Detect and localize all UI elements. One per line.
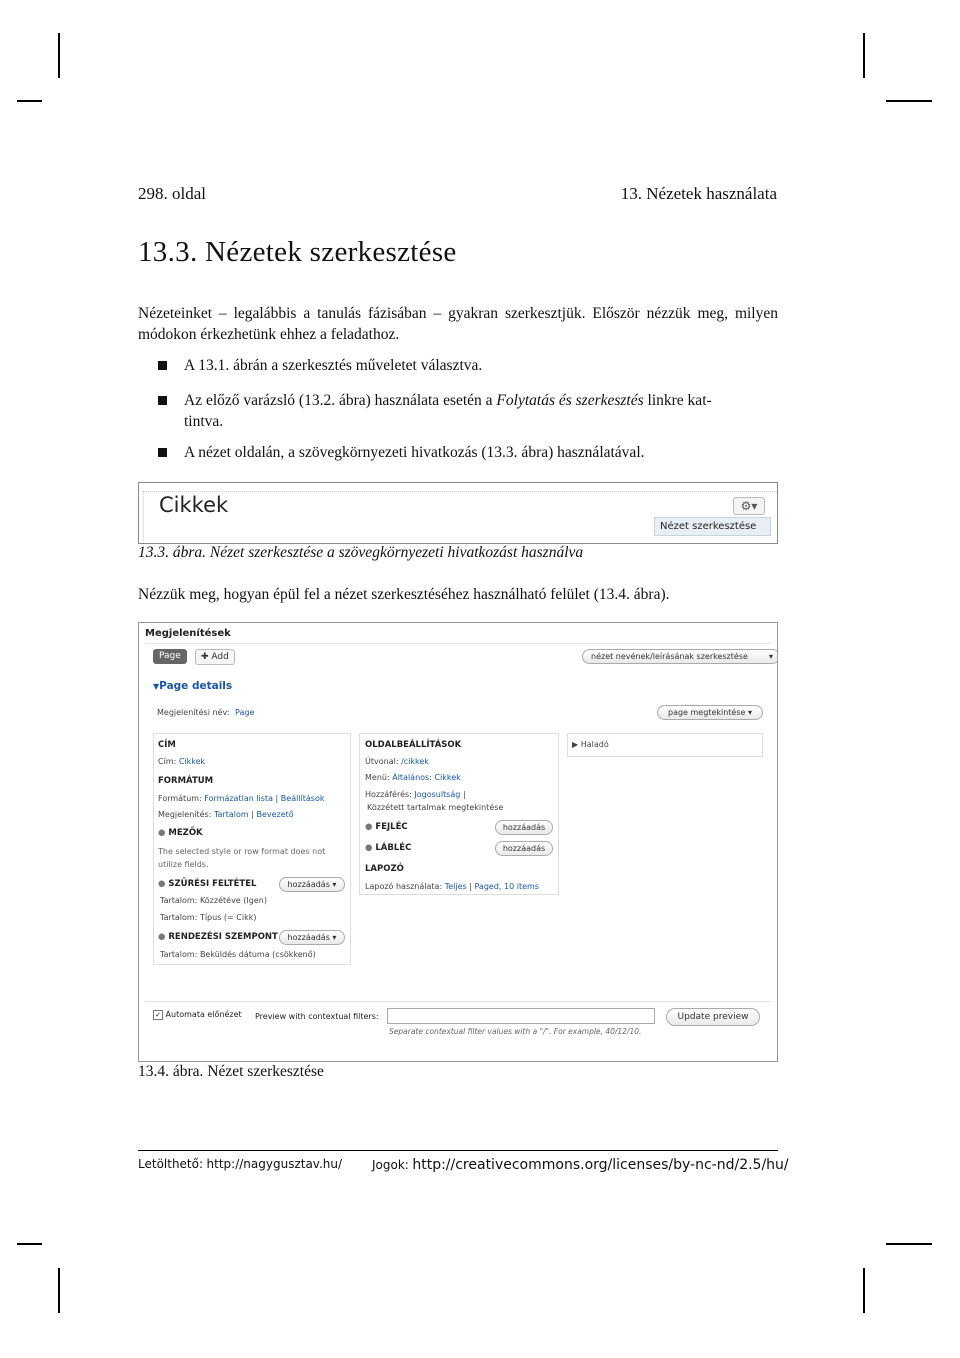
- figure-context-link: [138, 482, 778, 544]
- help-icon: ●: [365, 822, 373, 832]
- section-title-filter: [158, 879, 256, 889]
- help-icon: ●: [158, 879, 166, 889]
- download-link[interactable]: http://nagygusztav.hu/: [206, 1157, 343, 1171]
- show-link[interactable]: Tartalom: [213, 810, 249, 819]
- row-label: Menü:: [365, 773, 390, 782]
- section-title-header: [365, 822, 408, 832]
- bullet-marker: [158, 448, 167, 457]
- preview-label: Preview with contextual filters:: [255, 1012, 379, 1021]
- bullet-marker: [158, 361, 167, 370]
- rights-info: [372, 1157, 789, 1174]
- rights-link[interactable]: http://creativecommons.org/licenses/by-nc-nd/2.5/hu/: [412, 1157, 789, 1173]
- add-label: hozzáadás: [502, 844, 546, 853]
- divider: [145, 643, 771, 644]
- row-separator: |: [275, 794, 279, 803]
- row-label: Cím:: [158, 757, 177, 766]
- download-info: [138, 1157, 342, 1173]
- show-settings-link[interactable]: Bevezető: [256, 810, 294, 819]
- row-separator: |: [251, 810, 254, 819]
- intro-paragraph: Nézeteinket – legalábbis a tanulás fázisában – gyakran szerkesztjük. Először nézzük meg, milyen módokon érkezhetünk ehhez a feladathoz.: [138, 305, 778, 343]
- gear-button[interactable]: [733, 497, 765, 515]
- tab-page[interactable]: Page: [153, 649, 187, 664]
- row-separator: |: [462, 790, 466, 799]
- auto-preview-row: [153, 1010, 242, 1020]
- page-details-toggle[interactable]: [153, 680, 232, 692]
- display-name-row: [157, 708, 254, 717]
- chevron-down-icon: ▾: [747, 708, 752, 717]
- chapter-title: 13. Nézetek használata: [620, 184, 777, 203]
- menu-link[interactable]: Általános: Cikkek: [392, 773, 461, 782]
- rights-label: Jogok:: [372, 1158, 409, 1172]
- help-icon: ●: [365, 843, 373, 853]
- section-title-footer: [365, 843, 411, 853]
- edit-name-button[interactable]: [582, 649, 778, 664]
- add-sort-button[interactable]: [279, 930, 345, 945]
- bullet-marker: [158, 396, 167, 405]
- menu-row: [365, 773, 461, 782]
- chevron-down-icon: ▾: [332, 933, 337, 942]
- triangle-right-icon: ▶: [572, 740, 579, 749]
- pager-row: [365, 882, 539, 891]
- display-name-link[interactable]: Page: [235, 708, 255, 717]
- row-label: Formátum:: [158, 794, 202, 803]
- context-menu-item[interactable]: Nézet szerkesztése: [654, 517, 771, 536]
- chevron-down-icon: ▾: [332, 880, 337, 889]
- filter-item[interactable]: Tartalom: Típus (= Cikk): [160, 913, 257, 922]
- path-link[interactable]: /cikkek: [401, 757, 429, 766]
- row-separator: |: [469, 882, 472, 891]
- section-label: FEJLÉC: [375, 822, 408, 832]
- footer-rule: [138, 1150, 778, 1151]
- update-preview-button[interactable]: Update preview: [666, 1008, 760, 1026]
- figure-view-editor: [138, 622, 778, 1062]
- add-display-button[interactable]: [195, 649, 235, 665]
- displays-title: Megjelenítések: [145, 628, 231, 639]
- section-title-cim: CÍM: [158, 740, 176, 750]
- show-row: [158, 810, 294, 819]
- crop-mark: [17, 100, 42, 102]
- crop-mark: [863, 1268, 865, 1313]
- title-link[interactable]: Cikkek: [178, 757, 206, 766]
- display-name-label: Megjelenítési név:: [157, 708, 230, 717]
- section-title-page-settings: OLDALBEÁLLÍTÁSOK: [365, 740, 462, 750]
- sort-item[interactable]: Tartalom: Beküldés dátuma (csökkenő): [160, 950, 316, 959]
- section-title-fields: [158, 828, 203, 838]
- crop-mark: [17, 1243, 42, 1245]
- access-settings-link[interactable]: Közzétett tartalmak megtekintése: [367, 803, 504, 812]
- row-label: Megjelenítés:: [158, 810, 212, 819]
- section-title-format: FORMÁTUM: [158, 776, 214, 786]
- divider: [145, 1001, 771, 1002]
- crop-mark: [58, 33, 60, 78]
- auto-preview-label: Automata előnézet: [165, 1010, 242, 1019]
- crop-mark: [863, 33, 865, 78]
- section-label: RENDEZÉSI SZEMPONT: [168, 932, 278, 942]
- row-label: Útvonal:: [365, 757, 399, 766]
- pager-settings-link[interactable]: Paged, 10 items: [474, 882, 539, 891]
- add-footer-button[interactable]: [495, 841, 553, 856]
- bullet-text: Az előző varázsló (13.2. ábra) használata esetén a: [184, 392, 497, 409]
- crop-mark: [58, 1268, 60, 1313]
- section-title-sort: [158, 932, 278, 942]
- filter-item[interactable]: Tartalom: Közzétéve (Igen): [160, 896, 267, 905]
- view-page-label: page megtekintése: [667, 708, 746, 717]
- chevron-down-icon: ▾: [768, 652, 773, 661]
- add-filter-button[interactable]: [279, 877, 345, 892]
- advanced-label: Haladó: [580, 740, 609, 749]
- fields-note: The selected style or row format does not: [158, 847, 326, 856]
- preview-help: Separate contextual filter values with a "/". For example, 40/12/10.: [389, 1027, 642, 1036]
- add-label: Add: [211, 652, 229, 662]
- pager-link[interactable]: Teljes: [444, 882, 467, 891]
- add-label: hozzáadás: [502, 823, 546, 832]
- section-label: LÁBLÉC: [375, 843, 412, 853]
- add-label: hozzáadás: [287, 880, 330, 889]
- page-details-label: Page details: [159, 680, 233, 692]
- section-label: SZŰRÉSI FELTÉTEL: [168, 879, 257, 889]
- section-title-pager: LAPOZÓ: [365, 864, 404, 874]
- view-page-button[interactable]: [657, 705, 763, 720]
- bullet-emphasis: Folytatás és szerkesztés: [496, 392, 644, 409]
- crop-mark: [886, 1243, 932, 1245]
- row-label: Hozzáférés:: [365, 790, 412, 799]
- add-header-button[interactable]: [495, 820, 553, 835]
- bullet-text: tintva.: [184, 413, 224, 430]
- format-link[interactable]: Formázatlan lista: [204, 794, 273, 803]
- section-label: MEZŐK: [168, 828, 203, 838]
- triangle-down-icon: ▼: [153, 682, 160, 691]
- figure-caption: 13.3. ábra. Nézet szerkesztése a szövegkörnyezeti hivatkozást használva: [138, 544, 584, 561]
- crop-mark: [886, 100, 932, 102]
- bullet-text: linkre kat-: [643, 392, 712, 409]
- figure-heading: Cikkek: [159, 493, 229, 517]
- section-title: 13.3. Nézetek szerkesztése: [138, 236, 457, 268]
- help-icon: ●: [158, 828, 166, 838]
- advanced-toggle[interactable]: [572, 740, 609, 749]
- bullet-item: [184, 390, 778, 432]
- row-label: Lapozó használata:: [365, 882, 443, 891]
- path-row: [365, 757, 429, 766]
- title-row: [158, 757, 205, 766]
- format-settings-link[interactable]: Beállítások: [280, 794, 325, 803]
- bullet-item: A 13.1. ábrán a szerkesztés műveletet választva.: [184, 357, 483, 374]
- paragraph: Nézzük meg, hogyan épül fel a nézet szerkesztéséhez használható felület (13.4. ábra).: [138, 586, 670, 603]
- plus-icon: ✚: [201, 652, 209, 662]
- access-link[interactable]: Jogosultság: [414, 790, 461, 799]
- edit-name-label: nézet nevének/leírásának szerkesztése: [591, 652, 748, 661]
- preview-input[interactable]: [387, 1008, 655, 1024]
- help-icon: ●: [158, 932, 166, 942]
- page-number: 298. oldal: [138, 184, 206, 203]
- gear-icon: ⚙▾: [740, 499, 758, 513]
- fields-note: utilize fields.: [158, 860, 209, 869]
- figure-caption: 13.4. ábra. Nézet szerkesztése: [138, 1063, 324, 1080]
- format-row: [158, 794, 325, 803]
- checkbox[interactable]: ✓: [153, 1010, 163, 1020]
- download-label: Letölthető:: [138, 1157, 204, 1171]
- bullet-item: A nézet oldalán, a szövegkörnyezeti hivatkozás (13.3. ábra) használatával.: [184, 444, 645, 461]
- access-row: [365, 790, 466, 799]
- add-label: hozzáadás: [287, 933, 330, 942]
